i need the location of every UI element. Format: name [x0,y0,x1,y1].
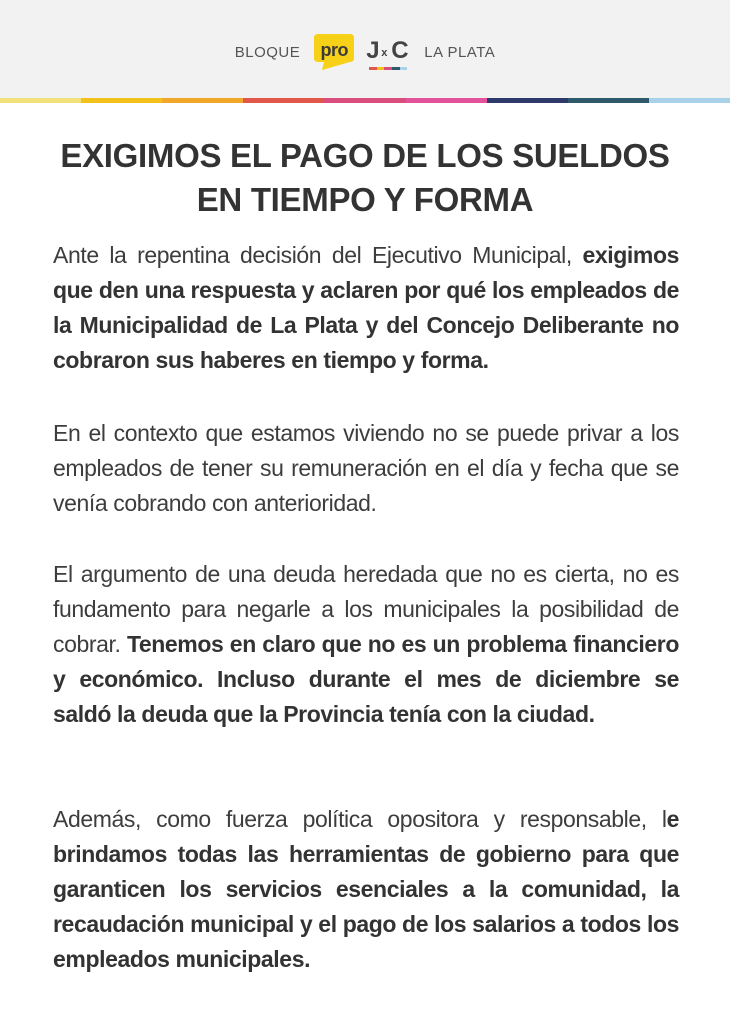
page-title [20,134,710,222]
paragraph-4-bold: e brindamos todas las herramientas de gobierno para que garanticen los servicios esenciales a la comunidad, la recaudación municipal y el pago de los salarios a todos los empleados municipales. [53,806,679,972]
stripe-segment [243,98,324,103]
paragraph-2-text: En el contexto que estamos viviendo no se puede privar a los empleados de tener su remuneración en el día y fecha que se venía cobrando con anterioridad. [53,420,679,516]
title-line-1: EXIGIMOS EL PAGO DE LOS SUELDOS [60,137,670,174]
bloque-label: BLOQUE [234,43,301,61]
title-line-2: EN TIEMPO Y FORMA [196,181,534,218]
la-plata-label: LA PLATA [424,43,496,61]
jxc-logo-c: C [391,37,409,64]
paragraph-3-text: El argumento de una deuda heredada que no es cierta, no es fundamento para negarle a los municipales la posibilidad de cobrar. [53,561,679,657]
stripe-segment [649,98,730,103]
jxc-logo-j: J [366,37,380,64]
paragraph-1-bold: exigimos que den una respuesta y aclaren por qué los empleados de la Municipalidad de La Plata y del Concejo Deliberante no cobraron sus haberes en tiempo y forma. [53,242,679,373]
paragraph-3 [53,557,679,732]
stripe-segment [568,98,649,103]
stripe-segment [162,98,243,103]
jxc-logo-stripe [369,67,407,70]
pro-logo [310,32,356,72]
header-banner [0,0,730,98]
paragraph-1 [53,238,679,378]
jxc-logo [366,33,412,71]
brand-row [0,30,730,74]
stripe-segment [0,98,81,103]
paragraph-4-text: Además, como fuerza política opositora y responsable, l [53,806,667,832]
paragraph-2 [53,416,679,521]
stripe-segment [81,98,162,103]
paragraph-1-text: Ante la repentina decisión del Ejecutivo Municipal, [53,242,583,268]
paragraph-3-bold: Tenemos en claro que no es un problema financiero y económico. Incluso durante el mes de diciembre se saldó la deuda que la Provincia tenía con la ciudad. [53,631,679,727]
jxc-logo-x: x [381,47,388,59]
color-stripe-bar [0,98,730,103]
stripe-segment [487,98,568,103]
paragraph-4 [53,802,679,977]
stripe-segment [406,98,487,103]
pro-logo-text: pro [320,40,349,60]
stripe-segment [324,98,405,103]
